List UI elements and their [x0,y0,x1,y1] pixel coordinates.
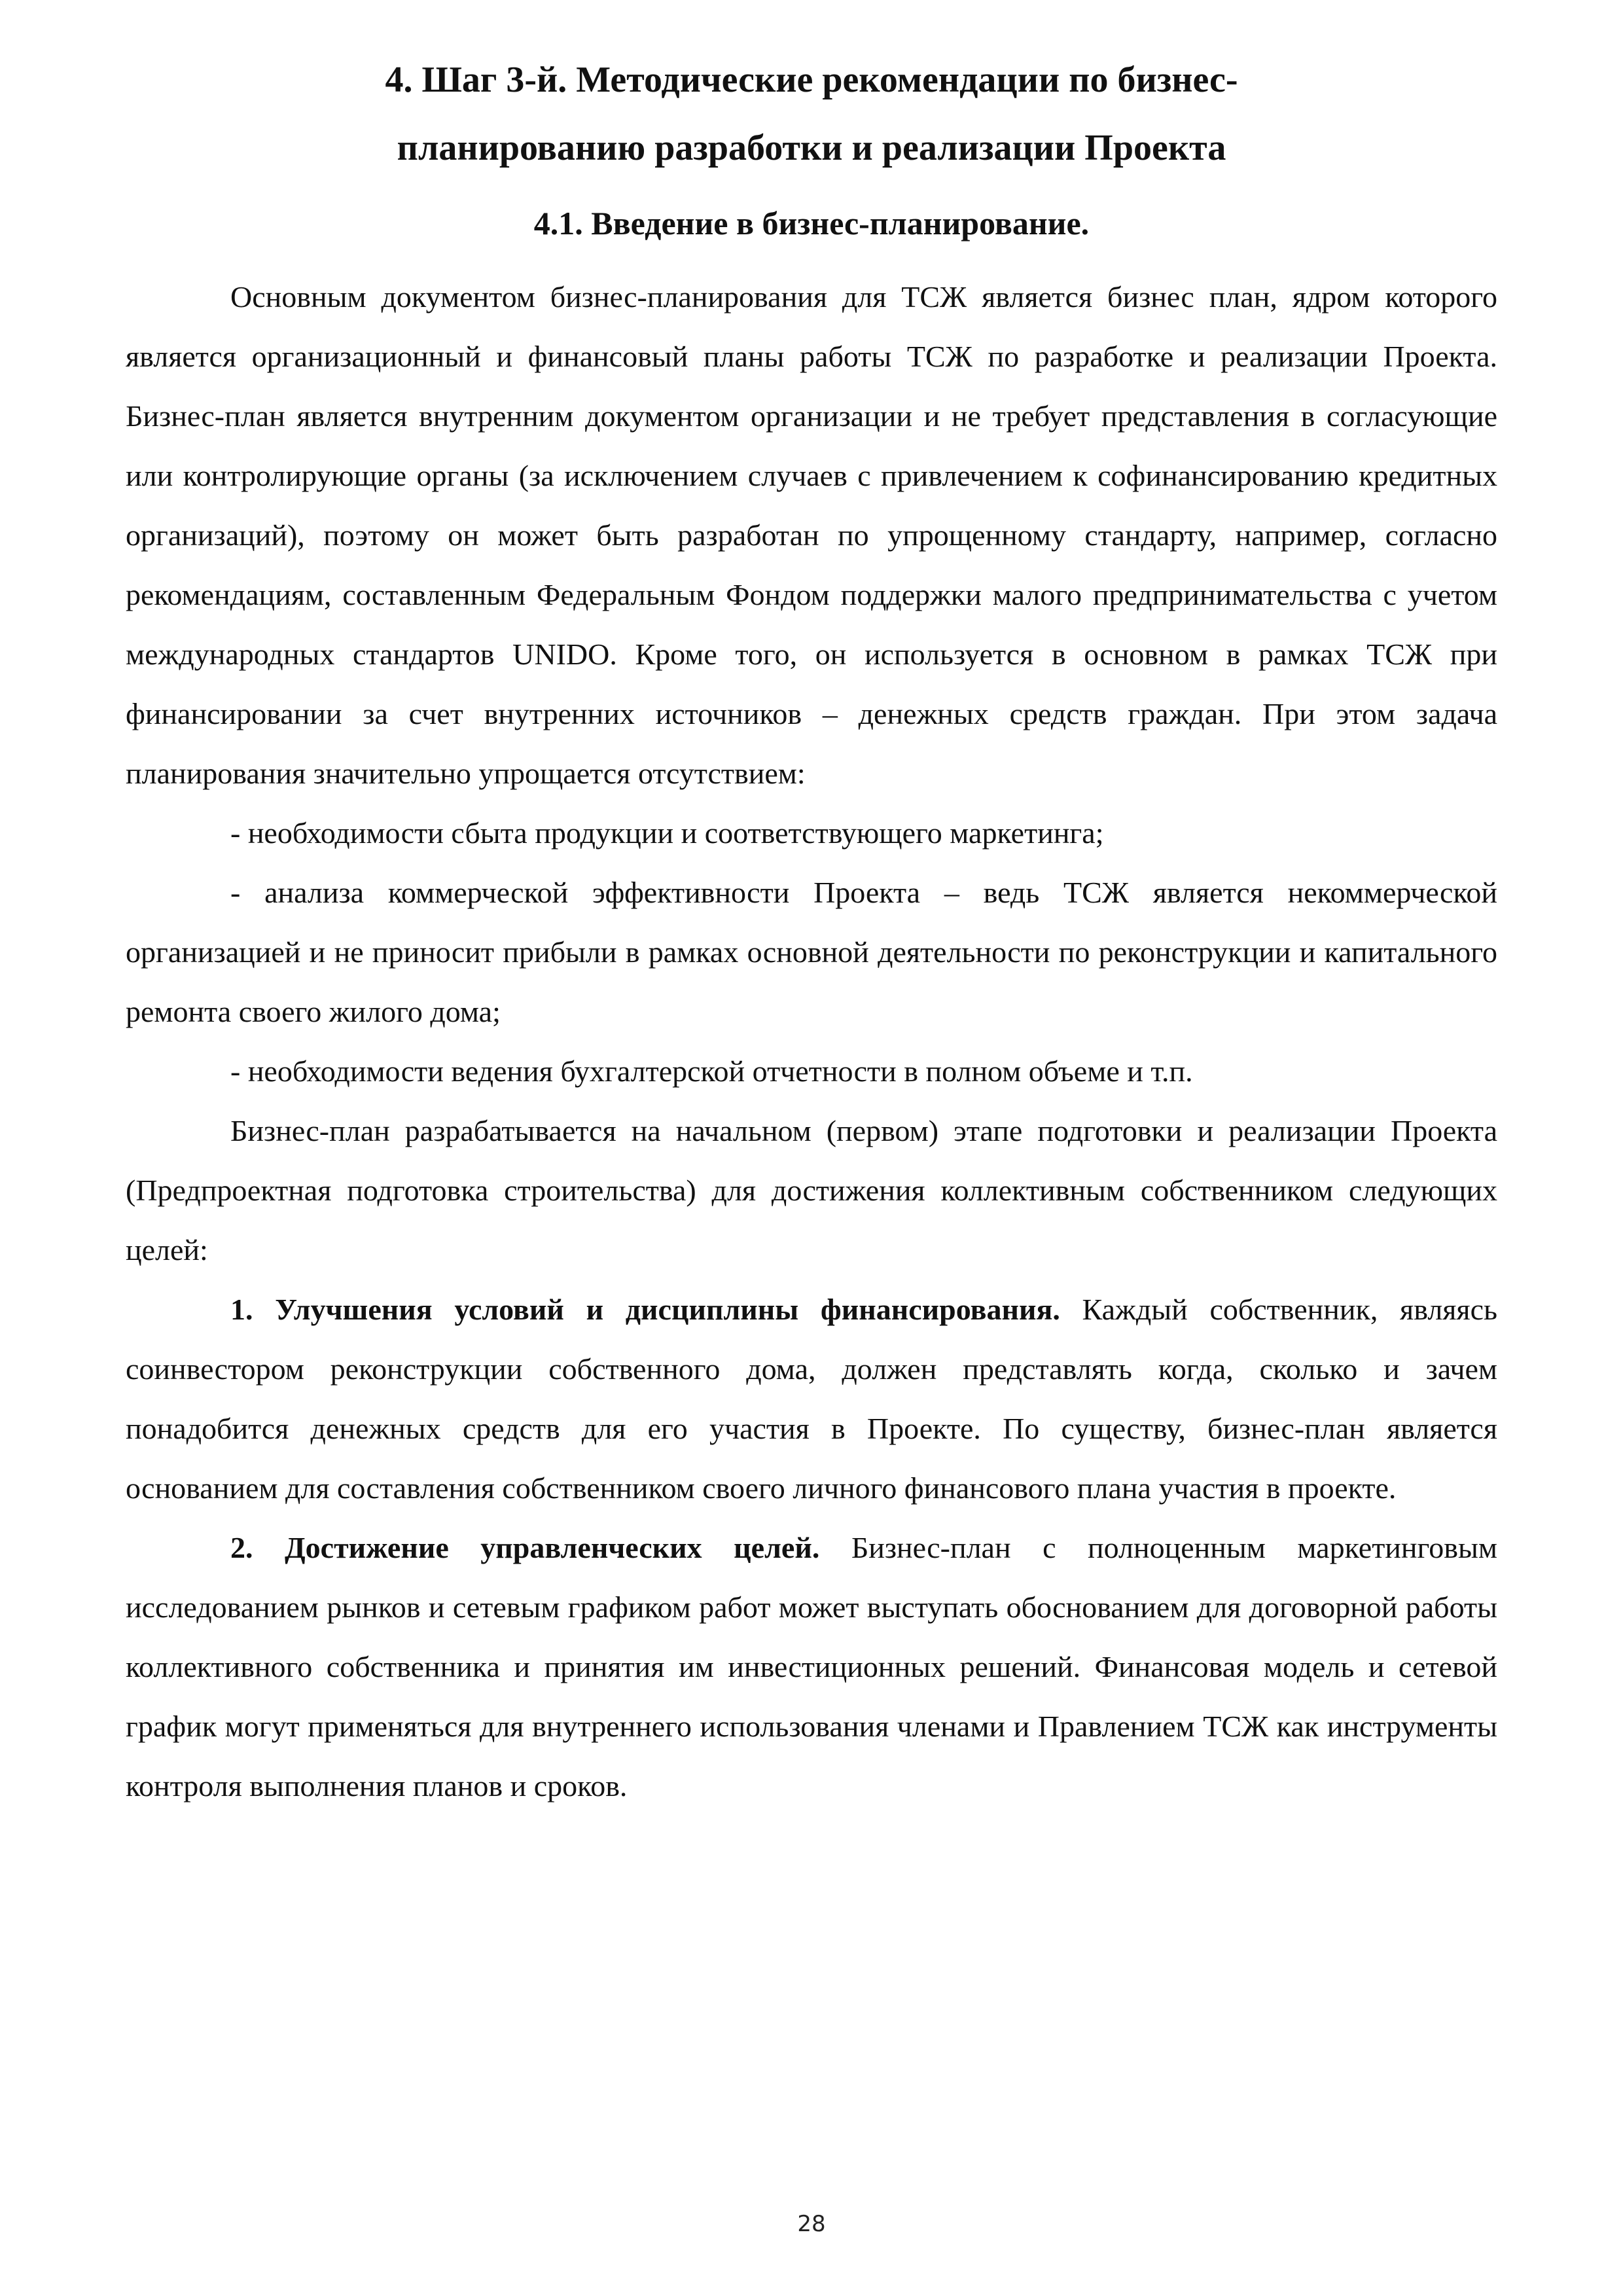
chapter-title [126,46,1497,182]
goal-2-paragraph [126,1518,1497,1816]
goal-1-text: Каждый собственник, являясь соинвестором реконструкции собственного дома, должен представлять когда, сколько и зачем понадобится денежных средств для его участия в Проекте. По существу, бизнес-план является основанием для составления собственником своего личного финансового плана участия в проекте. [126,1293,1497,1505]
goals-intro-paragraph: Бизнес-план разрабатывается на начальном (первом) этапе подготовки и реализации Проекта (Предпроектная подготовка строительства) для достижения коллективным собственником следующих целей: [126,1114,1497,1266]
list-item-sales: - необходимости сбыта продукции и соответствующего маркетинга; [230,816,1104,850]
list-item-commercial-analysis: - анализа коммерческой эффективности Проекта – ведь ТСЖ является некоммерческой организацией и не приносит прибыли в рамках основной деятельности по реконструкции и капитального ремонта своего жилого дома; [126,876,1497,1028]
document-page [126,46,1497,1816]
page-number: 28 [797,2211,826,2237]
section-title: 4.1. Введение в бизнес-планирование. [533,205,1090,242]
chapter-title-line-1: 4. Шаг 3-й. Методические рекомендации по бизнес- [385,60,1238,100]
goal-1-paragraph [126,1280,1497,1518]
intro-paragraph: Основным документом бизнес-планирования для ТСЖ является бизнес план, ядром которого является организационный и финансовый планы работы ТСЖ по разработке и реализации Проекта. Бизнес-план является внутренним документом организации и не требует представления в согласующие или контролирующие органы (за исключением случаев с привлечением к софинансированию кредитных организаций), поэтому он может быть разработан по упрощенному стандарту, например, согласно рекомендациям, составленным Федеральным Фондом поддержки малого предпринимательства с учетом международных стандартов UNIDO. Кроме того, он используется в основном в рамках ТСЖ при финансировании за счет внутренних источников – денежных средств граждан. При этом задача планирования значительно упрощается отсутствием: [126,280,1497,790]
goal-2-title: 2. Достижение управленческих целей. [230,1531,820,1564]
goal-2-text: Бизнес-план с полноценным маркетинговым исследованием рынков и сетевым графиком работ может выступать обоснованием для договорной работы коллективного собственника и принятия им инвестиционных решений. Финансовая модель и сетевой график могут применяться для внутреннего использования членами и Правлением ТСЖ как инструменты контроля выполнения планов и сроков. [126,1531,1497,1803]
chapter-title-line-2: планированию разработки и реализации Проекта [397,128,1226,168]
goal-1-title: 1. Улучшения условий и дисциплины финансирования. [230,1293,1060,1326]
list-item-accounting: - необходимости ведения бухгалтерской отчетности в полном объеме и т.п. [230,1054,1193,1088]
